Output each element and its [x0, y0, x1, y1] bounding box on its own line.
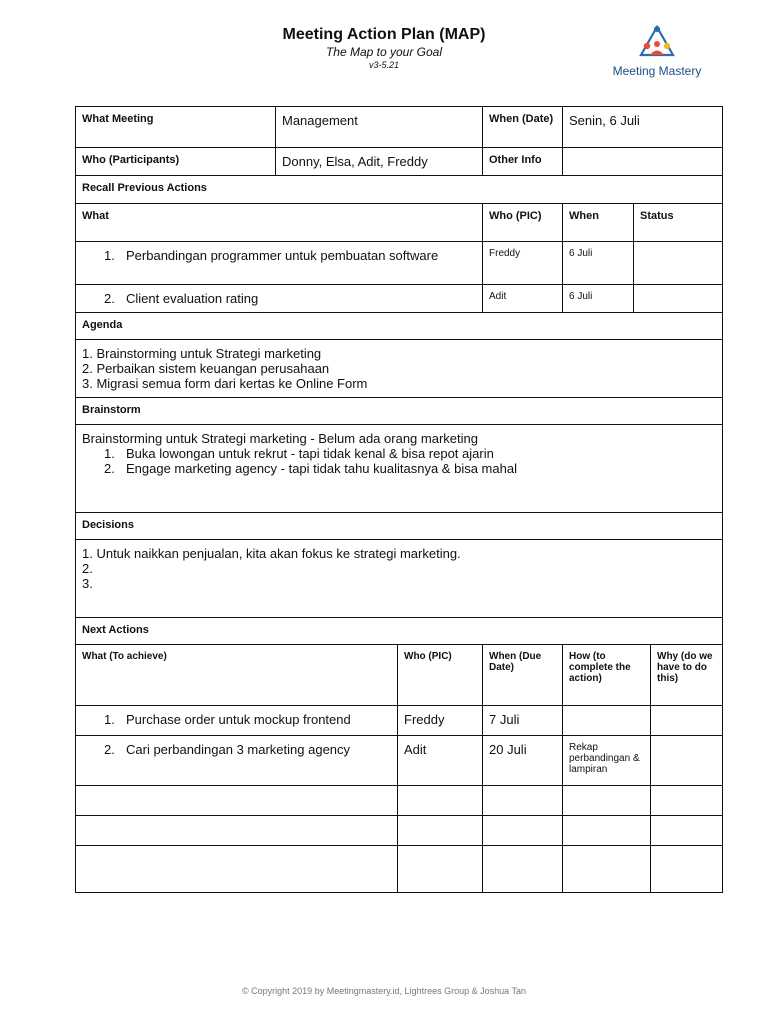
item-text: Cari perbandingan 3 marketing agency [126, 742, 351, 757]
item-text: Client evaluation rating [126, 291, 259, 306]
next-what-cell[interactable] [76, 846, 398, 892]
item-number: 2. [104, 742, 115, 757]
recall-who-header: Who (PIC) [483, 204, 563, 241]
item-number: 1. [104, 446, 115, 461]
recall-table-header [76, 204, 722, 242]
next-who-cell[interactable] [398, 816, 483, 845]
participants-label: Who (Participants) [76, 148, 276, 175]
recall-status-cell[interactable] [634, 242, 722, 284]
next-actions-title: Next Actions [82, 624, 149, 636]
item-number: 1. [104, 712, 115, 727]
list-item [82, 461, 716, 476]
brainstorm-intro: Brainstorming untuk Strategi marketing - Belum ada orang marketing [82, 431, 478, 446]
next-how-cell[interactable] [563, 786, 651, 815]
next-when-cell[interactable] [483, 816, 563, 845]
next-why-cell[interactable] [651, 706, 722, 735]
recall-status-header: Status [640, 210, 674, 222]
decision-item: 1. Untuk naikkan penjualan, kita akan fokus ke strategi marketing. [82, 546, 461, 561]
recall-who-cell[interactable]: Adit [483, 285, 563, 312]
agenda-section-header [76, 313, 722, 340]
next-who-cell[interactable] [398, 786, 483, 815]
recall-title: Recall Previous Actions [82, 182, 207, 194]
next-actions-table-header [76, 645, 722, 706]
next-when-cell[interactable] [483, 786, 563, 815]
next-what-cell[interactable] [76, 816, 398, 845]
next-when-cell[interactable]: 7 Juli [483, 706, 563, 735]
next-how-cell[interactable] [563, 846, 651, 892]
recall-section-header [76, 176, 722, 204]
next-why-header: Why (do we have to do this) [657, 651, 713, 684]
recall-who-cell[interactable]: Freddy [483, 242, 563, 284]
next-when-header: When (Due Date) [483, 645, 563, 705]
what-meeting-row [76, 107, 722, 148]
item-number: 2. [104, 291, 115, 306]
brainstorm-section-header [76, 398, 722, 425]
participants-row [76, 148, 722, 176]
next-how-header: How (to complete the action) [563, 645, 651, 705]
item-text: Purchase order untuk mockup frontend [126, 712, 351, 727]
decisions-title: Decisions [82, 519, 134, 531]
agenda-item: 2. Perbaikan sistem keuangan perusahaan [82, 361, 330, 376]
next-what-header: What (To achieve) [76, 645, 398, 705]
next-why-cell[interactable] [651, 816, 722, 845]
item-text: Buka lowongan untuk rekrut - tapi tidak kenal & bisa repot ajarin [126, 446, 494, 461]
next-who-cell[interactable] [398, 846, 483, 892]
when-date-value[interactable]: Senin, 6 Juli [569, 113, 640, 128]
table-row [76, 706, 722, 736]
triangle-people-logo-icon [637, 24, 677, 58]
recall-what-cell[interactable] [76, 285, 483, 312]
brainstorm-title: Brainstorm [82, 404, 141, 416]
table-row [76, 786, 722, 816]
recall-what-cell[interactable] [76, 242, 483, 284]
document-subtitle: The Map to your Goal [325, 45, 443, 59]
recall-what-header: What [76, 204, 483, 241]
item-text: Engage marketing agency - tapi tidak tahu kualitasnya & bisa mahal [126, 461, 517, 476]
decisions-content[interactable] [76, 540, 722, 617]
brainstorm-content[interactable] [76, 425, 722, 512]
list-item [82, 446, 716, 461]
agenda-content[interactable] [76, 340, 722, 397]
logo-text: Meeting Mastery [612, 64, 702, 78]
meeting-mastery-logo [607, 24, 707, 78]
document-title: Meeting Action Plan (MAP) [282, 26, 486, 43]
participants-value[interactable]: Donny, Elsa, Adit, Freddy [276, 148, 483, 175]
decisions-section-header [76, 513, 722, 540]
next-how-cell[interactable] [563, 816, 651, 845]
next-who-cell[interactable]: Adit [398, 736, 483, 785]
next-why-cell[interactable] [651, 786, 722, 815]
table-row [76, 736, 722, 786]
next-when-cell[interactable] [483, 846, 563, 892]
table-row [76, 242, 722, 285]
what-meeting-value[interactable]: Management [276, 107, 483, 147]
agenda-title: Agenda [82, 319, 123, 331]
decisions-content-row [76, 540, 722, 618]
other-info-label: Other Info [483, 148, 563, 175]
when-date-label: When (Date) [483, 107, 563, 147]
document-version: v3-5.21 [368, 60, 400, 70]
next-why-cell[interactable] [651, 736, 722, 785]
next-who-cell[interactable]: Freddy [398, 706, 483, 735]
table-row [76, 846, 722, 892]
item-number: 1. [104, 248, 115, 263]
next-who-header: Who (PIC) [398, 645, 483, 705]
next-how-cell[interactable]: Rekap perbandingan & lampiran [563, 736, 651, 785]
table-row [76, 285, 722, 313]
next-what-cell[interactable] [76, 736, 398, 785]
next-actions-section-header [76, 618, 722, 645]
next-why-cell[interactable] [651, 846, 722, 892]
decision-item: 3. [82, 576, 93, 591]
agenda-content-row [76, 340, 722, 398]
recall-when-cell[interactable]: 6 Juli [563, 285, 634, 312]
recall-when-cell[interactable]: 6 Juli [563, 242, 634, 284]
next-what-cell[interactable] [76, 786, 398, 815]
copyright-footer: © Copyright 2019 by Meetingmastery.id, Lightrees Group & Joshua Tan [242, 986, 526, 996]
brainstorm-content-row [76, 425, 722, 513]
recall-when-header: When [563, 204, 634, 241]
what-meeting-label: What Meeting [76, 107, 276, 147]
recall-status-cell[interactable] [634, 285, 722, 312]
item-text: Perbandingan programmer untuk pembuatan software [126, 248, 439, 263]
next-when-cell[interactable]: 20 Juli [483, 736, 563, 785]
agenda-item: 3. Migrasi semua form dari kertas ke Online Form [82, 376, 368, 391]
agenda-item: 1. Brainstorming untuk Strategi marketing [82, 346, 322, 361]
next-how-cell[interactable] [563, 706, 651, 735]
table-row [76, 816, 722, 846]
next-what-cell[interactable] [76, 706, 398, 735]
meeting-action-plan-form [75, 106, 723, 893]
item-number: 2. [104, 461, 115, 476]
other-info-value[interactable] [563, 148, 722, 175]
decision-item: 2. [82, 561, 93, 576]
